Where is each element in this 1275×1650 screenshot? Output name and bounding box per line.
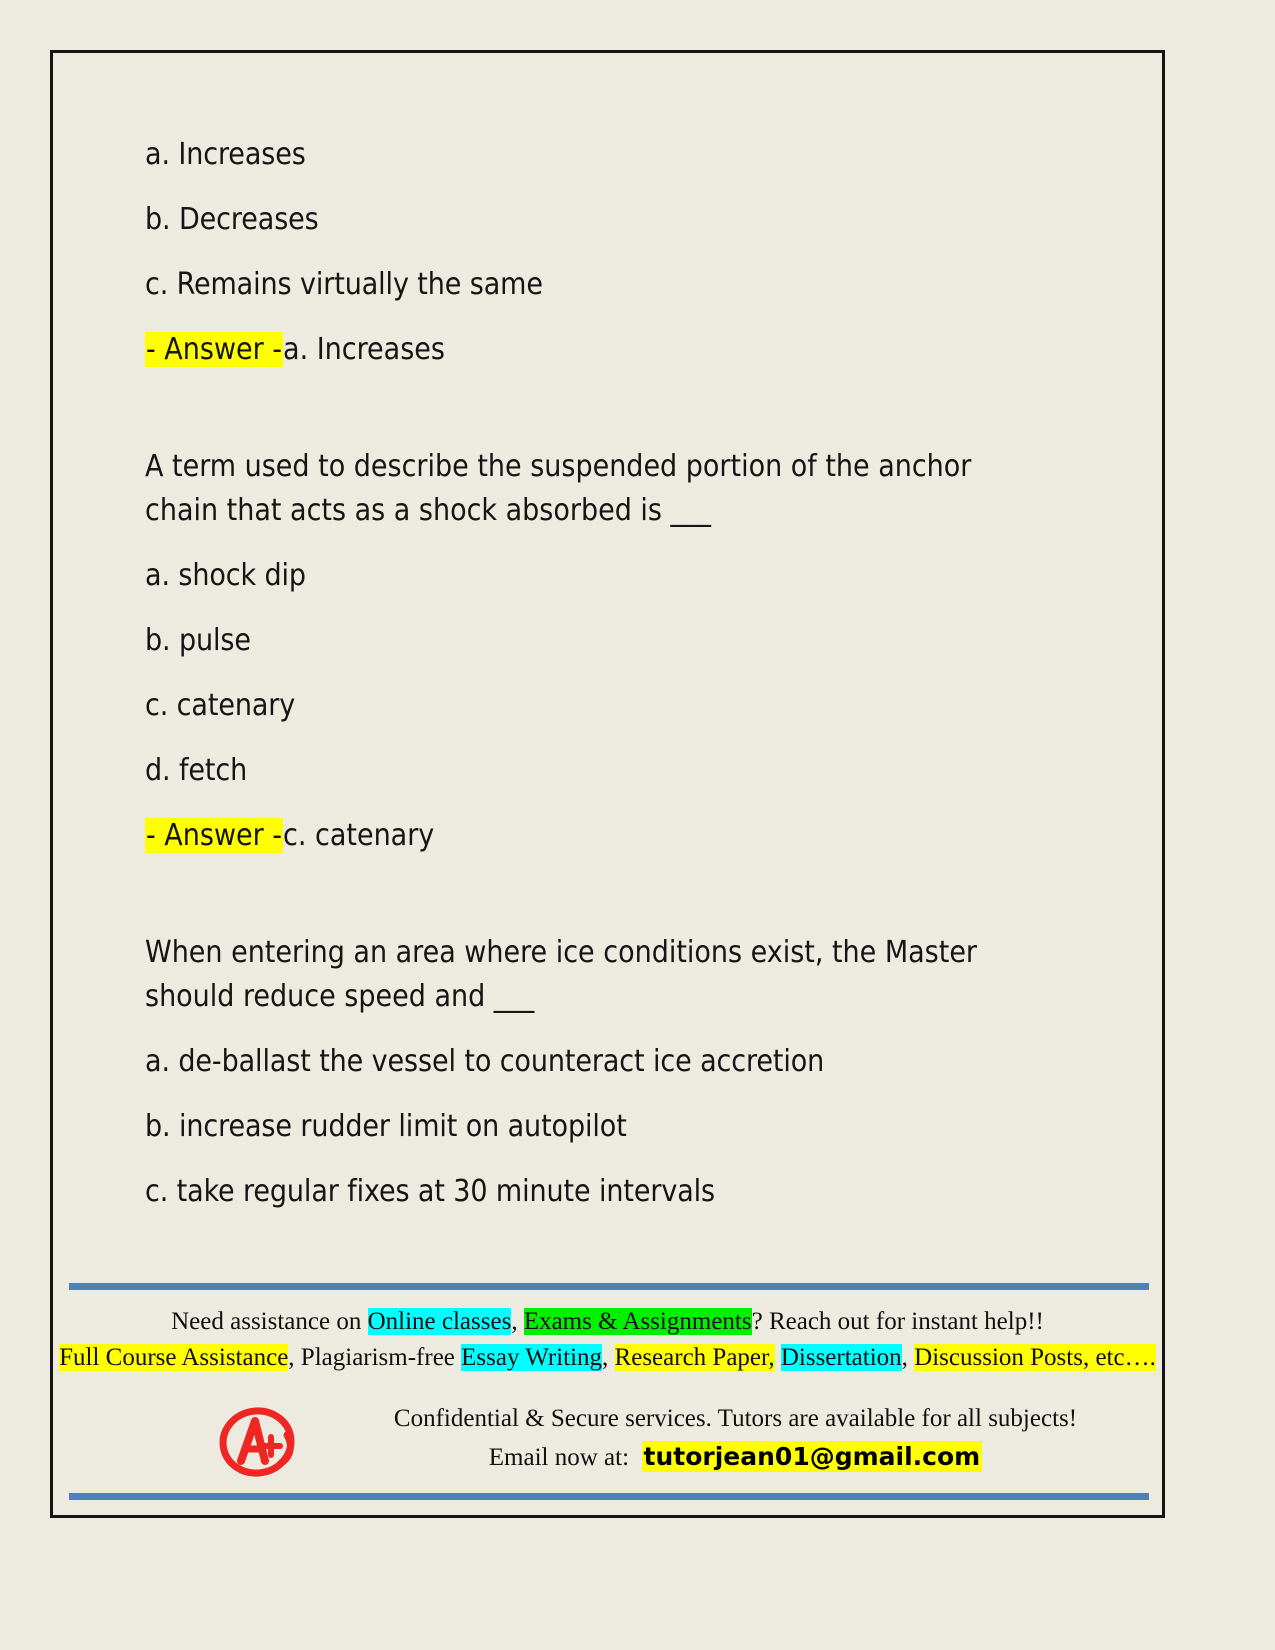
footer-text-part: ? Reach out for instant help!! [751, 1308, 1044, 1335]
footer-services-line-1 [53, 1305, 1162, 1339]
answer-tag: - Answer - [146, 332, 283, 367]
answer-value: c. catenary [283, 818, 435, 853]
answer-tag: - Answer - [146, 818, 283, 853]
question-2-option-c: c. catenary [145, 688, 296, 723]
footer-text-part: , Plagiarism-free [288, 1344, 462, 1371]
footer-highlight-discussion-posts: Discussion Posts, etc…. [914, 1344, 1156, 1371]
question-1-option-a: a. Increases [145, 137, 306, 172]
question-2-option-a: a. shock dip [145, 558, 306, 593]
question-3-option-a: a. de-ballast the vessel to counteract ice accretion [145, 1044, 825, 1079]
footer-highlight-essay-writing: Essay Writing [461, 1344, 603, 1371]
question-3-option-b: b. increase rudder limit on autopilot [145, 1109, 627, 1144]
question-1-option-c: c. Remains virtually the same [145, 267, 543, 302]
footer-text-part: , [511, 1308, 524, 1335]
a-plus-grade-icon [213, 1401, 305, 1483]
footer-highlight-research-paper: Research Paper, [614, 1344, 775, 1371]
footer-contact-block [318, 1401, 1153, 1476]
block-spacer [145, 879, 1085, 931]
footer-text-part: , [901, 1344, 915, 1371]
footer-divider-bottom [69, 1493, 1149, 1500]
footer-highlight-full-course-assistance: Full Course Assistance [59, 1344, 289, 1371]
document-page [50, 50, 1165, 1518]
footer-text-part: , [602, 1344, 615, 1371]
footer-highlight-exams-assignments: Exams & Assignments [523, 1308, 752, 1335]
footer-text-part: Need assistance on [171, 1308, 368, 1335]
question-3-option-c: c. take regular fixes at 30 minute intervals [145, 1174, 716, 1209]
question-2-option-b: b. pulse [145, 623, 251, 658]
question-3-stem: When entering an area where ice conditions exist, the Master should reduce speed and ___ [145, 935, 978, 1014]
question-1-option-b: b. Decreases [145, 202, 319, 237]
email-label: Email now at: [488, 1444, 630, 1471]
question-content [145, 133, 1085, 1235]
block-spacer [145, 393, 1085, 445]
question-2-answer [145, 814, 1085, 858]
email-address[interactable]: tutorjean01@gmail.com [643, 1442, 981, 1471]
question-2-option-d: d. fetch [145, 753, 248, 788]
footer-highlight-online-classes: Online classes [367, 1308, 512, 1335]
footer-text-part [775, 1344, 781, 1371]
question-1-answer [145, 328, 1085, 372]
promo-footer [53, 1283, 1162, 1515]
footer-email-row [318, 1439, 1153, 1476]
footer-tagline: Confidential & Secure services. Tutors are available for all subjects! [393, 1405, 1078, 1432]
answer-value: a. Increases [283, 332, 445, 367]
footer-divider-top [69, 1283, 1149, 1290]
footer-services-line-2 [53, 1341, 1162, 1375]
footer-highlight-dissertation: Dissertation [780, 1344, 902, 1371]
question-2-stem: A term used to describe the suspended portion of the anchor chain that acts as a shock absorbed is ___ [145, 449, 972, 528]
